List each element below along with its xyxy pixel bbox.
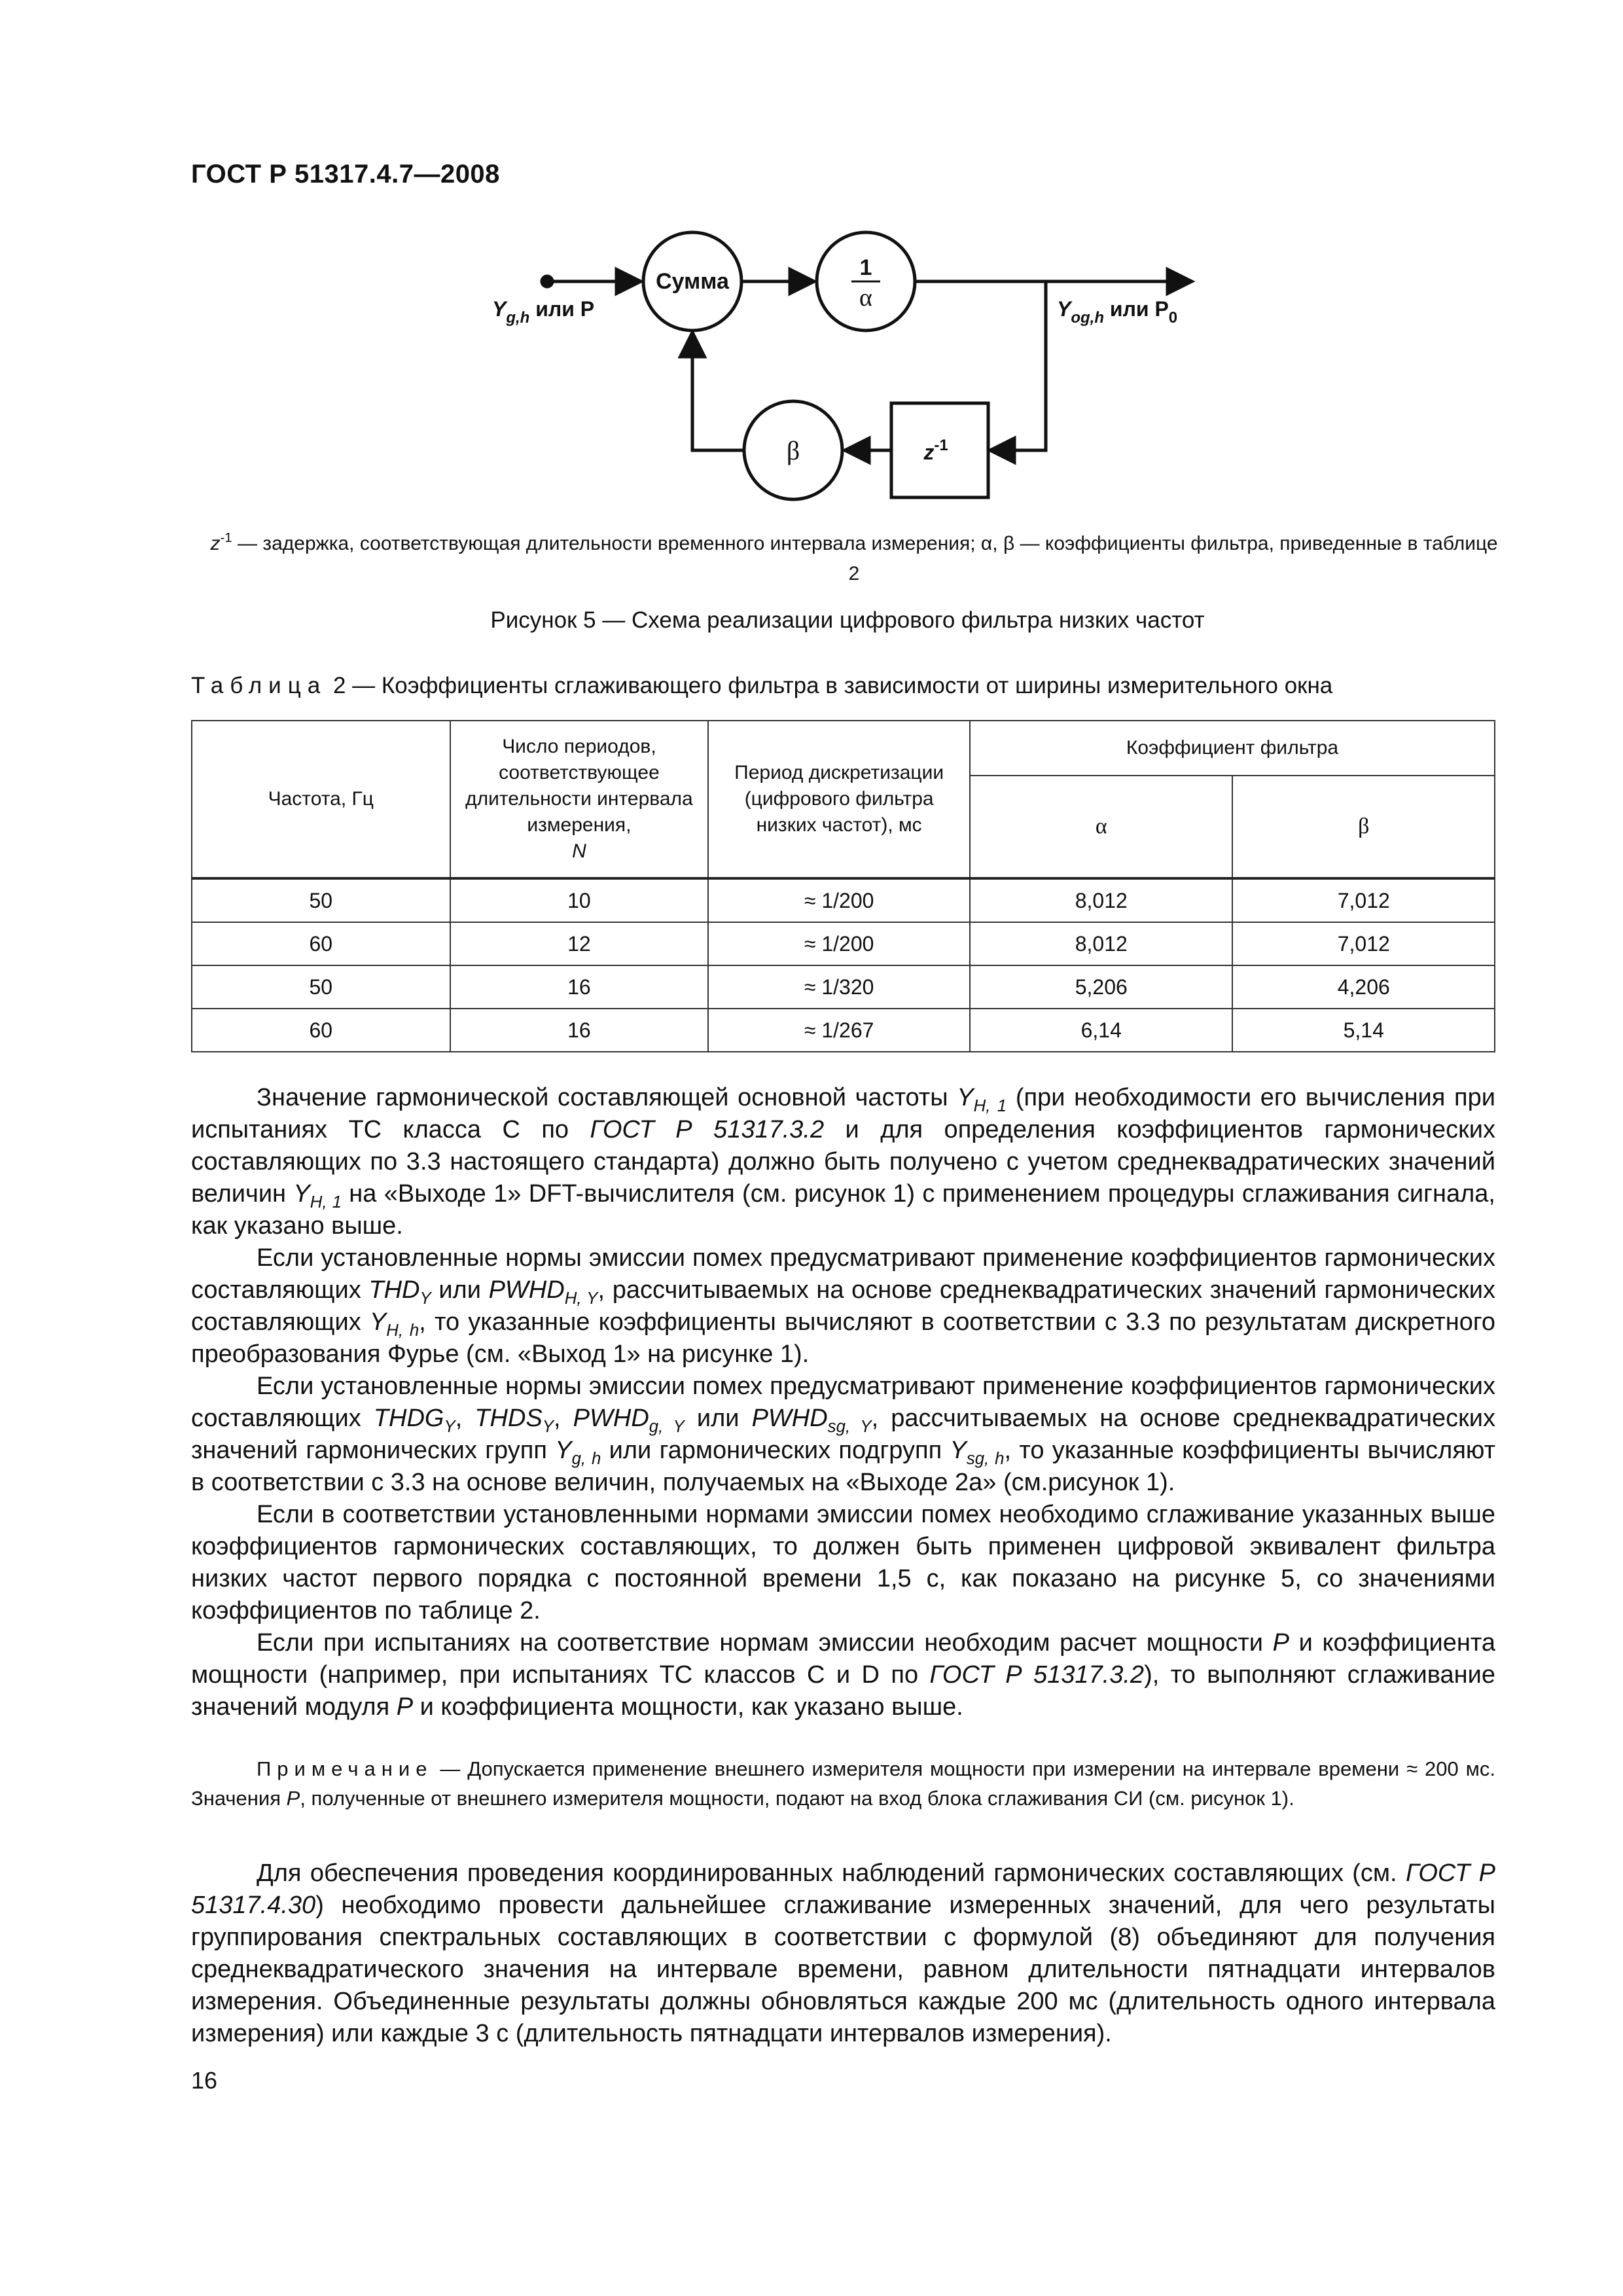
cell-alpha: 8,012 (970, 878, 1232, 922)
table-title: Таблица 2 — Коэффициенты сглаживающего фильтра в зависимости от ширины измерительного окна (191, 673, 1333, 698)
cell-sampling: ≈ 1/200 (708, 922, 970, 965)
lowpass-filter-diagram (0, 0, 1623, 524)
header-filter-coefficient: Коэффициент фильтра (970, 721, 1495, 776)
cell-beta: 7,012 (1232, 922, 1495, 965)
cell-periods: 16 (450, 1009, 709, 1052)
cell-alpha: 8,012 (970, 922, 1232, 965)
cell-frequency: 50 (192, 878, 450, 922)
cell-frequency: 50 (192, 965, 450, 1009)
input-label: $Y_{g,h}$ или P (492, 297, 595, 327)
cell-frequency: 60 (192, 1009, 450, 1052)
beta-label: β (786, 436, 800, 465)
figure-caption: Рисунок 5 — Схема реализации цифрового фильтра низких частот (490, 607, 1205, 633)
paragraph: Если установленные нормы эмиссии помех предусматривают применение коэффициентов гармонических составляющих $THDG_Y$, $THDS_Y$, $PWHD_{g, Y}$ или $PWHD_{sg, Y}$, рассчитываемых на основе среднеквадратических значений гармонических групп $Y_{g, h}$ или гармонических подгрупп $Y_{sg, h}$, то указанные коэффициенты вычисляют в соответствии с 3.3 на основе величин, получаемых на «Выходе 2а» (см.рисунок 1). (191, 1372, 1496, 1496)
figure-note: $z^{-1}$ — задержка, соответствующая длительности временного интервала измерения; α, β — коэффициенты фильтра, приведенные в таблице 2 (210, 530, 1498, 584)
note-block: Примечание — Допускается применение внешнего измерителя мощности при измерении на интервале времени ≈ 200 мс. Значения P, полученные от внешнего измерителя мощности, подают на вход блока сглаживания СИ (см. рисунок 1). (191, 1757, 1495, 1810)
cell-beta: 7,012 (1232, 878, 1495, 922)
feedback-path-left (692, 332, 744, 450)
cell-periods: 16 (450, 965, 709, 1009)
table-row (192, 878, 1495, 922)
table-row (192, 922, 1495, 965)
cell-beta: 5,14 (1232, 1009, 1495, 1052)
cell-sampling: ≈ 1/320 (708, 965, 970, 1009)
gain-numerator: 1 (859, 255, 872, 280)
cell-periods: 12 (450, 922, 709, 965)
body-text-final (191, 1857, 1495, 2050)
header-alpha: α (970, 776, 1232, 878)
cell-alpha: 5,206 (970, 965, 1232, 1009)
feedback-path-right (990, 281, 1046, 450)
coefficients-table (191, 720, 1495, 1052)
gain-denominator: α (859, 284, 872, 312)
cell-frequency: 60 (192, 922, 450, 965)
paragraph: Значение гармонической составляющей основной частоты $Y_{H, 1}$ (при необходимости его вычисления при испытаниях ТС класса С по ГОСТ Р 51317.3.2 и для определения коэффициентов гармонических составляющих по 3.3 настоящего стандарта) должно быть получено с учетом среднеквадратических значений величин $Y_{H, 1}$ на «Выходе 1» DFT-вычислителя (см. рисунок 1) с применением процедуры сглаживания сигнала, как указано выше. (191, 1084, 1495, 1240)
header-sampling-period: Период дискретизации (цифрового фильтра низких частот), мс (708, 721, 970, 878)
table-row (192, 965, 1495, 1009)
cell-beta: 4,206 (1232, 965, 1495, 1009)
header-beta: β (1232, 776, 1495, 878)
paragraph: Если установленные нормы эмиссии помех предусматривают применение коэффициентов гармонических составляющих $THD_Y$ или $PWHD_{H, Y}$, рассчитываемых на основе среднеквадратических значений гармонических составляющих $Y_{H, h}$, то указанные коэффициенты вычисляют в соответствии с 3.3 по результатам дискретного преобразования Фурье (см. «Выход 1» на рисунке 1). (191, 1244, 1495, 1368)
table-row (192, 1009, 1495, 1052)
paragraph: Для обеспечения проведения координированных наблюдений гармонических составляющих (см. ГОСТ Р 51317.4.30) необходимо провести дальнейшее сглаживание измеренных значений, для чего результаты группирования спектральных составляющих в соответствии с формулой (8) объединяют для получения среднеквадратического значения на интервале времени, равном длительности пятнадцати интервалов измерения. Объединенные результаты должны обновляться каждые 200 мс (длительность одного интервала измерения) или каждые 3 с (длительность пятнадцати интервалов измерения). (191, 1859, 1496, 2047)
output-label: $Y_{og,h}$ или $P_0$ (1057, 297, 1178, 327)
cell-alpha: 6,14 (970, 1009, 1232, 1052)
delay-label: $z^{-1}$ (923, 437, 948, 464)
body-text (191, 1082, 1495, 1723)
cell-sampling: ≈ 1/267 (708, 1009, 970, 1052)
cell-sampling: ≈ 1/200 (708, 878, 970, 922)
header-periods: Число периодов, соответствующее длительности интервала измерения, N (450, 721, 709, 878)
paragraph: Если при испытаниях на соответствие нормам эмиссии необходим расчет мощности P и коэффициента мощности (например, при испытаниях ТС классов С и D по ГОСТ Р 51317.3.2), то выполняют сглаживание значений модуля P и коэффициента мощности, как указано выше. (191, 1629, 1495, 1721)
paragraph: Если в соответствии установленными нормами эмиссии помех необходимо сглаживание указанных выше коэффициентов гармонических составляющих, то должен быть применен цифровой эквивалент фильтра низких частот первого порядка с постоянной времени 1,5 с, как показано на рисунке 5, со значениями коэффициентов по таблице 2. (191, 1501, 1495, 1624)
sum-label: Сумма (656, 269, 729, 294)
header-frequency: Частота, Гц (192, 721, 450, 878)
input-terminal (542, 276, 552, 287)
page-number: 16 (191, 2067, 218, 2094)
cell-periods: 10 (450, 878, 709, 922)
document-header: ГОСТ Р 51317.4.7—2008 (191, 160, 500, 188)
